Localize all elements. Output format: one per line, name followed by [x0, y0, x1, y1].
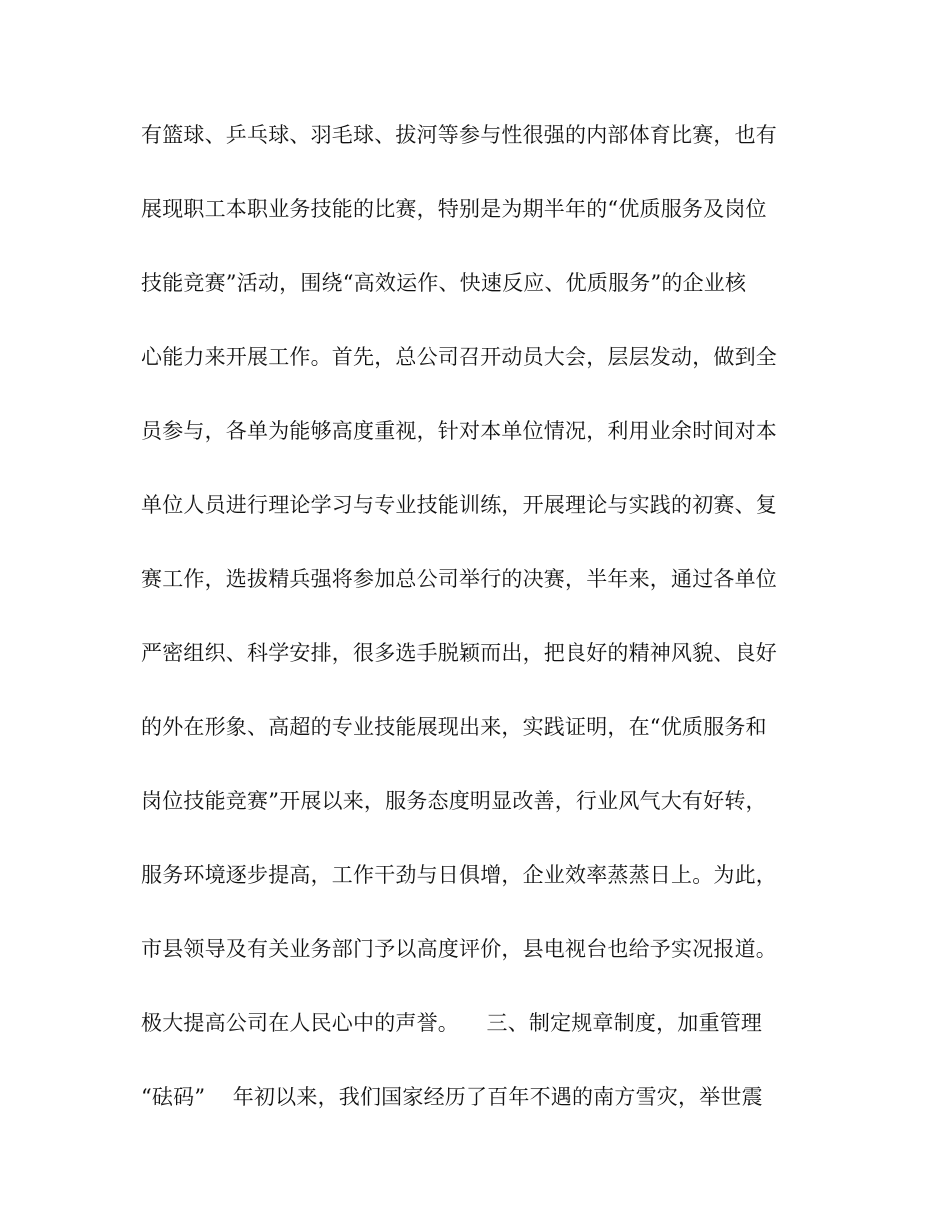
- text-line: 市县领导及有关业务部门予以高度评价，县电视台也给予实况报道。: [141, 937, 777, 961]
- text-line: “砝码” 年初以来，我们国家经历了百年不遇的南方雪灾，举世震: [141, 1085, 763, 1109]
- text-line: 技能竞赛”活动，围绕“高效运作、快速反应、优质服务”的企业核: [141, 271, 747, 295]
- text-line: 赛工作，选拔精兵强将参加总公司举行的决赛，半年来，通过各单位: [141, 567, 777, 591]
- body-text: [141, 118, 821, 1154]
- text-line: 服务环境逐步提高，工作干劲与日俱增，企业效率蒸蒸日上。为此，: [141, 863, 777, 887]
- text-line: 岗位技能竞赛”开展以来，服务态度明显改善，行业风气大有好转，: [141, 789, 767, 813]
- text-line: 有篮球、乒乓球、羽毛球、拔河等参与性很强的内部体育比赛，也有: [141, 123, 777, 147]
- text-line: 单位人员进行理论学习与专业技能训练，开展理论与实践的初赛、复: [141, 493, 777, 517]
- text-line: 展现职工本职业务技能的比赛，特别是为期半年的“优质服务及岗位: [141, 197, 767, 221]
- text-line: 的外在形象、高超的专业技能展现出来，实践证明，在“优质服务和: [141, 715, 767, 739]
- text-line: 员参与，各单为能够高度重视，针对本单位情况，利用业余时间对本: [141, 419, 777, 443]
- text-line: 极大提高公司在人民心中的声誉。 三、制定规章制度，加重管理: [141, 1011, 763, 1035]
- text-line: 心能力来开展工作。首先，总公司召开动员大会，层层发动，做到全: [141, 345, 777, 369]
- text-line: 严密组织、科学安排，很多选手脱颖而出，把良好的精神风貌、良好: [141, 641, 777, 665]
